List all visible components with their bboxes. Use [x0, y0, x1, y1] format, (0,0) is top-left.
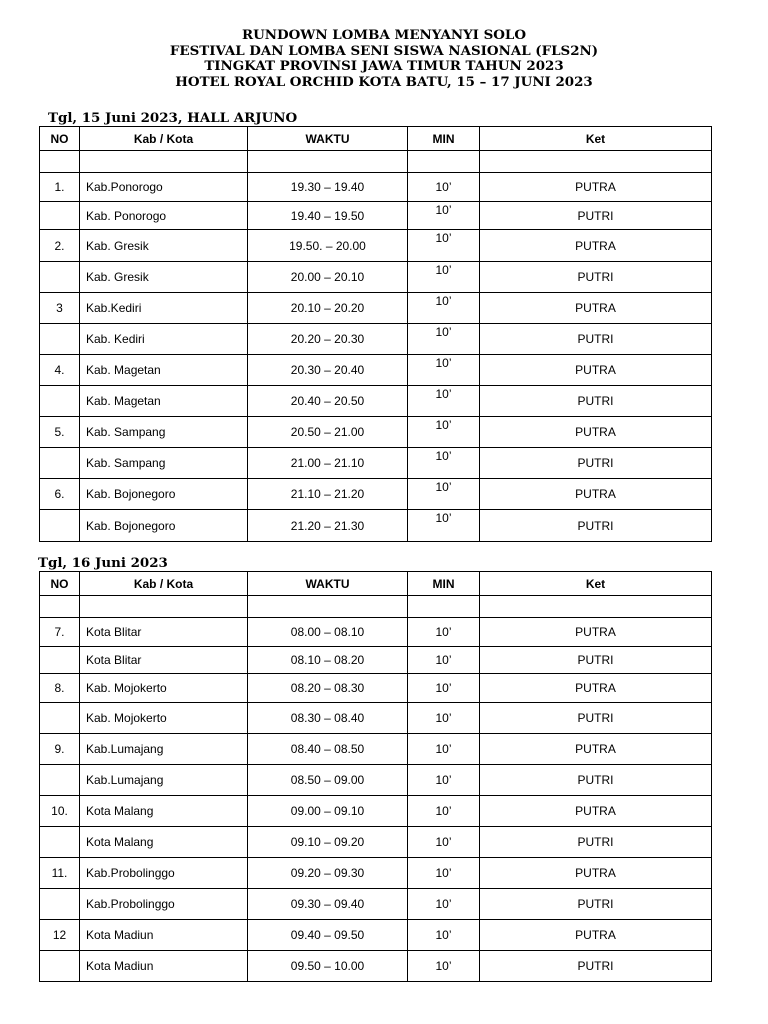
min-cell	[408, 674, 480, 703]
row-number-cell: 6.	[40, 479, 80, 510]
ket-cell: PUTRI	[480, 448, 712, 479]
column-header-min: MIN	[408, 572, 480, 596]
kab-kota-cell: Kab. Magetan	[80, 355, 248, 386]
row-number-cell	[40, 951, 80, 982]
empty-cell	[80, 151, 248, 173]
min-value: 10’	[435, 325, 452, 339]
row-number-cell	[40, 827, 80, 858]
document-header	[0, 28, 768, 90]
row-number-cell: 9.	[40, 734, 80, 765]
min-cell	[408, 951, 480, 982]
table-row	[40, 674, 712, 703]
table-row	[40, 618, 712, 647]
ket-cell: PUTRI	[480, 647, 712, 674]
min-value: 10’	[435, 294, 452, 308]
row-number-cell	[40, 647, 80, 674]
ket-cell: PUTRI	[480, 262, 712, 293]
min-cell	[408, 448, 480, 479]
min-cell	[408, 417, 480, 448]
min-value: 10’	[435, 773, 452, 787]
min-cell	[408, 386, 480, 417]
row-number-cell: 10.	[40, 796, 80, 827]
kab-kota-cell: Kab. Sampang	[80, 417, 248, 448]
ket-cell: PUTRA	[480, 417, 712, 448]
row-number-cell: 7.	[40, 618, 80, 647]
min-value: 10’	[435, 231, 452, 245]
min-value: 10’	[435, 356, 452, 370]
min-value: 10’	[435, 418, 452, 432]
waktu-cell: 20.00 – 20.10	[248, 262, 408, 293]
kab-kota-cell: Kab. Mojokerto	[80, 703, 248, 734]
row-number-cell	[40, 889, 80, 920]
table-row	[40, 479, 712, 510]
kab-kota-cell: Kab.Probolinggo	[80, 889, 248, 920]
row-number-cell	[40, 703, 80, 734]
min-cell	[408, 796, 480, 827]
waktu-cell: 20.40 – 20.50	[248, 386, 408, 417]
kab-kota-cell: Kab.Ponorogo	[80, 173, 248, 202]
row-number-cell: 4.	[40, 355, 80, 386]
min-value: 10’	[435, 711, 452, 725]
row-number-cell	[40, 386, 80, 417]
min-cell	[408, 889, 480, 920]
table-row	[40, 703, 712, 734]
kab-kota-cell: Kab.Probolinggo	[80, 858, 248, 889]
kab-kota-cell: Kab.Lumajang	[80, 765, 248, 796]
min-value: 10’	[435, 804, 452, 818]
waktu-cell: 19.30 – 19.40	[248, 173, 408, 202]
day1-title: Tgl, 15 Juni 2023, HALL ARJUNO	[48, 110, 298, 126]
min-value: 10’	[435, 959, 452, 973]
table-header-row	[40, 127, 712, 151]
ket-cell: PUTRA	[480, 293, 712, 324]
kab-kota-cell: Kota Blitar	[80, 647, 248, 674]
min-cell	[408, 479, 480, 510]
waktu-cell: 20.20 – 20.30	[248, 324, 408, 355]
row-number-cell	[40, 262, 80, 293]
waktu-cell: 08.10 – 08.20	[248, 647, 408, 674]
min-cell	[408, 703, 480, 734]
waktu-cell: 08.30 – 08.40	[248, 703, 408, 734]
ket-cell: PUTRI	[480, 510, 712, 542]
min-value: 10’	[435, 928, 452, 942]
table-row	[40, 448, 712, 479]
header-venue: HOTEL ROYAL ORCHID KOTA BATU, 15 – 17 JUNI 2023	[175, 73, 593, 90]
row-number-cell: 3	[40, 293, 80, 324]
min-value: 10’	[435, 653, 452, 667]
waktu-cell: 19.40 – 19.50	[248, 202, 408, 230]
min-value: 10’	[435, 511, 452, 525]
table-row	[40, 889, 712, 920]
min-cell	[408, 647, 480, 674]
ket-cell: PUTRI	[480, 765, 712, 796]
table-row	[40, 765, 712, 796]
empty-cell	[80, 596, 248, 618]
waktu-cell: 09.10 – 09.20	[248, 827, 408, 858]
table-row	[40, 858, 712, 889]
column-header-ket: Ket	[480, 127, 712, 151]
min-cell	[408, 293, 480, 324]
ket-cell: PUTRA	[480, 173, 712, 202]
column-header-no: NO	[40, 127, 80, 151]
min-cell	[408, 734, 480, 765]
table-header-row	[40, 572, 712, 596]
min-value: 10’	[435, 263, 452, 277]
day2-schedule-table	[39, 571, 712, 982]
kab-kota-cell: Kota Blitar	[80, 618, 248, 647]
waktu-cell: 09.30 – 09.40	[248, 889, 408, 920]
min-value: 10’	[435, 681, 452, 695]
waktu-cell: 09.20 – 09.30	[248, 858, 408, 889]
row-number-cell: 5.	[40, 417, 80, 448]
column-header-waktu: WAKTU	[248, 127, 408, 151]
day1-schedule-table	[39, 126, 712, 542]
ket-cell: PUTRI	[480, 386, 712, 417]
waktu-cell: 09.40 – 09.50	[248, 920, 408, 951]
kab-kota-cell: Kab. Magetan	[80, 386, 248, 417]
kab-kota-cell: Kab. Sampang	[80, 448, 248, 479]
row-number-cell	[40, 765, 80, 796]
header-festival: FESTIVAL DAN LOMBA SENI SISWA NASIONAL (FLS2N)	[169, 42, 599, 59]
kab-kota-cell: Kota Malang	[80, 827, 248, 858]
min-value: 10’	[435, 203, 452, 217]
empty-cell	[408, 596, 480, 618]
kab-kota-cell: Kota Madiun	[80, 951, 248, 982]
kab-kota-cell: Kab. Gresik	[80, 230, 248, 262]
waktu-cell: 08.00 – 08.10	[248, 618, 408, 647]
table-row	[40, 647, 712, 674]
min-cell	[408, 765, 480, 796]
min-cell	[408, 230, 480, 262]
min-cell	[408, 173, 480, 202]
min-cell	[408, 618, 480, 647]
kab-kota-cell: Kab. Kediri	[80, 324, 248, 355]
row-number-cell: 12	[40, 920, 80, 951]
column-header-ket: Ket	[480, 572, 712, 596]
kab-kota-cell: Kab. Bojonegoro	[80, 479, 248, 510]
kab-kota-cell: Kab.Lumajang	[80, 734, 248, 765]
column-header-no: NO	[40, 572, 80, 596]
waktu-cell: 20.10 – 20.20	[248, 293, 408, 324]
kab-kota-cell: Kab. Bojonegoro	[80, 510, 248, 542]
waktu-cell: 20.30 – 20.40	[248, 355, 408, 386]
table-row	[40, 951, 712, 982]
min-value: 10’	[435, 480, 452, 494]
row-number-cell	[40, 324, 80, 355]
ket-cell: PUTRI	[480, 951, 712, 982]
min-value: 10’	[435, 625, 452, 639]
empty-cell	[40, 151, 80, 173]
table-row	[40, 355, 712, 386]
min-cell	[408, 827, 480, 858]
min-cell	[408, 858, 480, 889]
empty-cell	[248, 151, 408, 173]
ket-cell: PUTRA	[480, 920, 712, 951]
table-row	[40, 827, 712, 858]
waktu-cell: 08.50 – 09.00	[248, 765, 408, 796]
empty-cell	[40, 596, 80, 618]
waktu-cell: 20.50 – 21.00	[248, 417, 408, 448]
ket-cell: PUTRA	[480, 230, 712, 262]
column-header-kab-kota: Kab / Kota	[80, 127, 248, 151]
empty-row	[40, 596, 712, 618]
waktu-cell: 09.00 – 09.10	[248, 796, 408, 827]
min-value: 10’	[435, 742, 452, 756]
kab-kota-cell: Kab. Mojokerto	[80, 674, 248, 703]
waktu-cell: 21.10 – 21.20	[248, 479, 408, 510]
ket-cell: PUTRI	[480, 202, 712, 230]
ket-cell: PUTRI	[480, 889, 712, 920]
header-level: TINGKAT PROVINSI JAWA TIMUR TAHUN 2023	[204, 58, 564, 74]
header-title: RUNDOWN LOMBA MENYANYI SOLO	[241, 27, 527, 43]
table-row	[40, 262, 712, 293]
kab-kota-cell: Kab. Gresik	[80, 262, 248, 293]
ket-cell: PUTRA	[480, 796, 712, 827]
row-number-cell	[40, 448, 80, 479]
table-row	[40, 510, 712, 542]
min-cell	[408, 920, 480, 951]
empty-cell	[248, 596, 408, 618]
kab-kota-cell: Kota Malang	[80, 796, 248, 827]
table-row	[40, 417, 712, 448]
column-header-waktu: WAKTU	[248, 572, 408, 596]
row-number-cell	[40, 510, 80, 542]
table-row	[40, 230, 712, 262]
row-number-cell: 8.	[40, 674, 80, 703]
table-row	[40, 202, 712, 230]
kab-kota-cell: Kab.Kediri	[80, 293, 248, 324]
min-value: 10’	[435, 897, 452, 911]
column-header-kab-kota: Kab / Kota	[80, 572, 248, 596]
kab-kota-cell: Kota Madiun	[80, 920, 248, 951]
min-value: 10’	[435, 180, 452, 194]
ket-cell: PUTRA	[480, 734, 712, 765]
ket-cell: PUTRA	[480, 355, 712, 386]
table-row	[40, 796, 712, 827]
table-row	[40, 920, 712, 951]
waktu-cell: 21.00 – 21.10	[248, 448, 408, 479]
min-cell	[408, 510, 480, 542]
ket-cell: PUTRA	[480, 674, 712, 703]
ket-cell: PUTRI	[480, 827, 712, 858]
kab-kota-cell: Kab. Ponorogo	[80, 202, 248, 230]
table-row	[40, 386, 712, 417]
min-cell	[408, 262, 480, 293]
ket-cell: PUTRA	[480, 618, 712, 647]
min-value: 10’	[435, 866, 452, 880]
empty-cell	[480, 596, 712, 618]
row-number-cell: 2.	[40, 230, 80, 262]
min-value: 10’	[435, 449, 452, 463]
column-header-min: MIN	[408, 127, 480, 151]
ket-cell: PUTRI	[480, 324, 712, 355]
waktu-cell: 21.20 – 21.30	[248, 510, 408, 542]
row-number-cell: 11.	[40, 858, 80, 889]
waktu-cell: 08.20 – 08.30	[248, 674, 408, 703]
waktu-cell: 09.50 – 10.00	[248, 951, 408, 982]
row-number-cell: 1.	[40, 173, 80, 202]
empty-row	[40, 151, 712, 173]
table-row	[40, 734, 712, 765]
min-cell	[408, 202, 480, 230]
ket-cell: PUTRA	[480, 479, 712, 510]
row-number-cell	[40, 202, 80, 230]
ket-cell: PUTRI	[480, 703, 712, 734]
min-cell	[408, 324, 480, 355]
empty-cell	[408, 151, 480, 173]
min-value: 10’	[435, 835, 452, 849]
ket-cell: PUTRA	[480, 858, 712, 889]
min-cell	[408, 355, 480, 386]
table-row	[40, 293, 712, 324]
table-row	[40, 324, 712, 355]
waktu-cell: 08.40 – 08.50	[248, 734, 408, 765]
day2-title: Tgl, 16 Juni 2023	[38, 555, 168, 571]
waktu-cell: 19.50. – 20.00	[248, 230, 408, 262]
min-value: 10’	[435, 387, 452, 401]
empty-cell	[480, 151, 712, 173]
table-row	[40, 173, 712, 202]
